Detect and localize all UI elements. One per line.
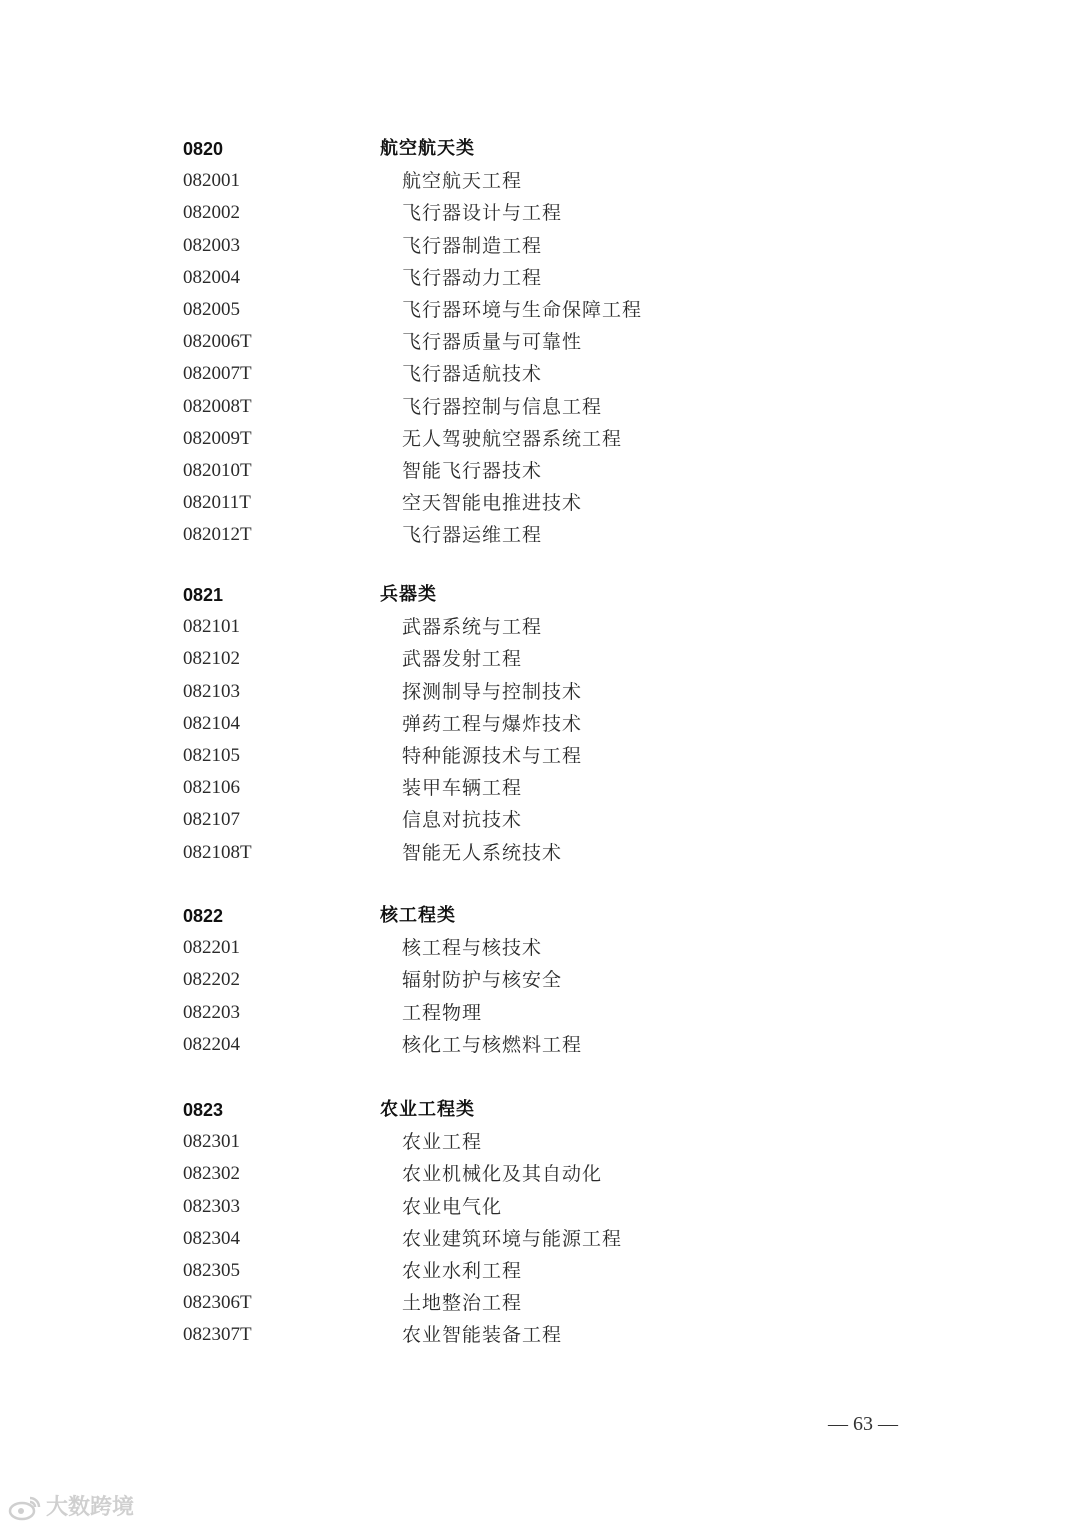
section-title: 兵器类 xyxy=(380,584,437,605)
major-name: 无人驾驶航空器系统工程 xyxy=(402,427,623,450)
list-item xyxy=(0,676,1080,708)
section-code: 0822 xyxy=(183,906,224,926)
major-name: 飞行器设计与工程 xyxy=(402,202,563,225)
section-header xyxy=(0,1094,1080,1126)
major-code: 082303 xyxy=(183,1195,240,1217)
list-item xyxy=(0,423,1080,455)
major-code: 082104 xyxy=(183,712,240,734)
major-code: 082003 xyxy=(183,234,240,256)
major-code: 082101 xyxy=(183,616,240,638)
major-code: 082301 xyxy=(183,1131,240,1153)
major-code: 082011T xyxy=(183,492,251,514)
major-name: 信息对抗技术 xyxy=(402,809,523,832)
list-item xyxy=(0,1319,1080,1351)
major-code: 082004 xyxy=(183,266,240,288)
major-name: 飞行器制造工程 xyxy=(402,234,543,257)
section-title: 农业工程类 xyxy=(380,1099,475,1120)
section-header xyxy=(0,133,1080,165)
list-item xyxy=(0,358,1080,390)
major-code: 082102 xyxy=(183,648,240,670)
list-item xyxy=(0,1029,1080,1061)
list-item xyxy=(0,1158,1080,1190)
major-code: 082307T xyxy=(183,1324,252,1346)
major-code: 082010T xyxy=(183,459,252,481)
major-code: 082006T xyxy=(183,331,252,353)
major-code: 082201 xyxy=(183,937,240,959)
list-item xyxy=(0,1287,1080,1319)
section-title: 航空航天类 xyxy=(380,138,475,159)
major-name: 智能无人系统技术 xyxy=(402,841,563,864)
list-item xyxy=(0,643,1080,675)
major-name: 飞行器控制与信息工程 xyxy=(402,395,603,418)
list-item xyxy=(0,772,1080,804)
list-item xyxy=(0,1223,1080,1255)
major-code: 082304 xyxy=(183,1227,240,1249)
watermark xyxy=(8,1493,134,1523)
section xyxy=(0,900,1080,1061)
list-item xyxy=(0,804,1080,836)
section xyxy=(0,1094,1080,1352)
major-name: 飞行器动力工程 xyxy=(402,266,543,289)
section-code: 0820 xyxy=(183,139,224,159)
list-item xyxy=(0,455,1080,487)
major-code: 082306T xyxy=(183,1292,252,1314)
section-header xyxy=(0,900,1080,932)
major-name: 土地整治工程 xyxy=(402,1292,523,1315)
list-item xyxy=(0,932,1080,964)
list-item xyxy=(0,326,1080,358)
list-item xyxy=(0,740,1080,772)
list-item xyxy=(0,262,1080,294)
major-code: 082202 xyxy=(183,969,240,991)
list-item xyxy=(0,165,1080,197)
major-name: 武器系统与工程 xyxy=(402,616,543,639)
major-name: 农业建筑环境与能源工程 xyxy=(402,1227,623,1250)
list-item xyxy=(0,391,1080,423)
major-code: 082012T xyxy=(183,524,252,546)
major-code: 082302 xyxy=(183,1163,240,1185)
section xyxy=(0,133,1080,551)
major-name: 武器发射工程 xyxy=(402,648,523,671)
major-code: 082008T xyxy=(183,395,252,417)
major-code: 082106 xyxy=(183,777,240,799)
major-code: 082108T xyxy=(183,841,252,863)
weibo-logo-icon xyxy=(8,1495,42,1521)
page-number: — 63 — xyxy=(828,1413,898,1435)
major-code: 082001 xyxy=(183,170,240,192)
major-code: 082009T xyxy=(183,427,252,449)
section-code: 0821 xyxy=(183,585,224,605)
major-name: 农业智能装备工程 xyxy=(402,1324,563,1347)
major-code: 082005 xyxy=(183,298,240,320)
list-item xyxy=(0,837,1080,869)
watermark-text: 大数跨境 xyxy=(46,1495,135,1520)
major-code: 082305 xyxy=(183,1259,240,1281)
section-code: 0823 xyxy=(183,1100,224,1120)
major-name: 辐射防护与核安全 xyxy=(402,969,563,992)
major-name: 装甲车辆工程 xyxy=(402,777,523,800)
list-item xyxy=(0,964,1080,996)
list-item xyxy=(0,294,1080,326)
section xyxy=(0,579,1080,869)
list-item xyxy=(0,230,1080,262)
major-name: 工程物理 xyxy=(402,1001,483,1024)
major-name: 飞行器环境与生命保障工程 xyxy=(402,298,643,321)
list-item xyxy=(0,519,1080,551)
major-name: 飞行器适航技术 xyxy=(402,363,543,386)
major-code: 082105 xyxy=(183,744,240,766)
list-item xyxy=(0,1255,1080,1287)
major-code: 082204 xyxy=(183,1033,240,1055)
major-name: 农业工程 xyxy=(402,1131,483,1154)
section-header xyxy=(0,579,1080,611)
list-item xyxy=(0,997,1080,1029)
list-item xyxy=(0,197,1080,229)
list-item xyxy=(0,708,1080,740)
list-item xyxy=(0,1191,1080,1223)
major-name: 农业机械化及其自动化 xyxy=(402,1163,603,1186)
section-title: 核工程类 xyxy=(380,905,456,926)
major-name: 飞行器运维工程 xyxy=(402,524,543,547)
major-code: 082103 xyxy=(183,680,240,702)
major-name: 探测制导与控制技术 xyxy=(402,680,583,703)
major-name: 飞行器质量与可靠性 xyxy=(402,331,583,354)
major-name: 核化工与核燃料工程 xyxy=(402,1033,583,1056)
major-name: 智能飞行器技术 xyxy=(402,459,543,482)
major-code: 082007T xyxy=(183,363,252,385)
major-name: 特种能源技术与工程 xyxy=(402,744,583,767)
major-code: 082203 xyxy=(183,1001,240,1023)
major-name: 航空航天工程 xyxy=(402,170,523,193)
major-code: 082107 xyxy=(183,809,240,831)
major-name: 核工程与核技术 xyxy=(402,937,543,960)
major-code: 082002 xyxy=(183,202,240,224)
list-item xyxy=(0,487,1080,519)
major-name: 空天智能电推进技术 xyxy=(402,492,583,515)
list-item xyxy=(0,611,1080,643)
list-item xyxy=(0,1126,1080,1158)
major-name: 农业电气化 xyxy=(402,1195,503,1218)
major-name: 弹药工程与爆炸技术 xyxy=(402,712,583,735)
major-name: 农业水利工程 xyxy=(402,1259,523,1282)
